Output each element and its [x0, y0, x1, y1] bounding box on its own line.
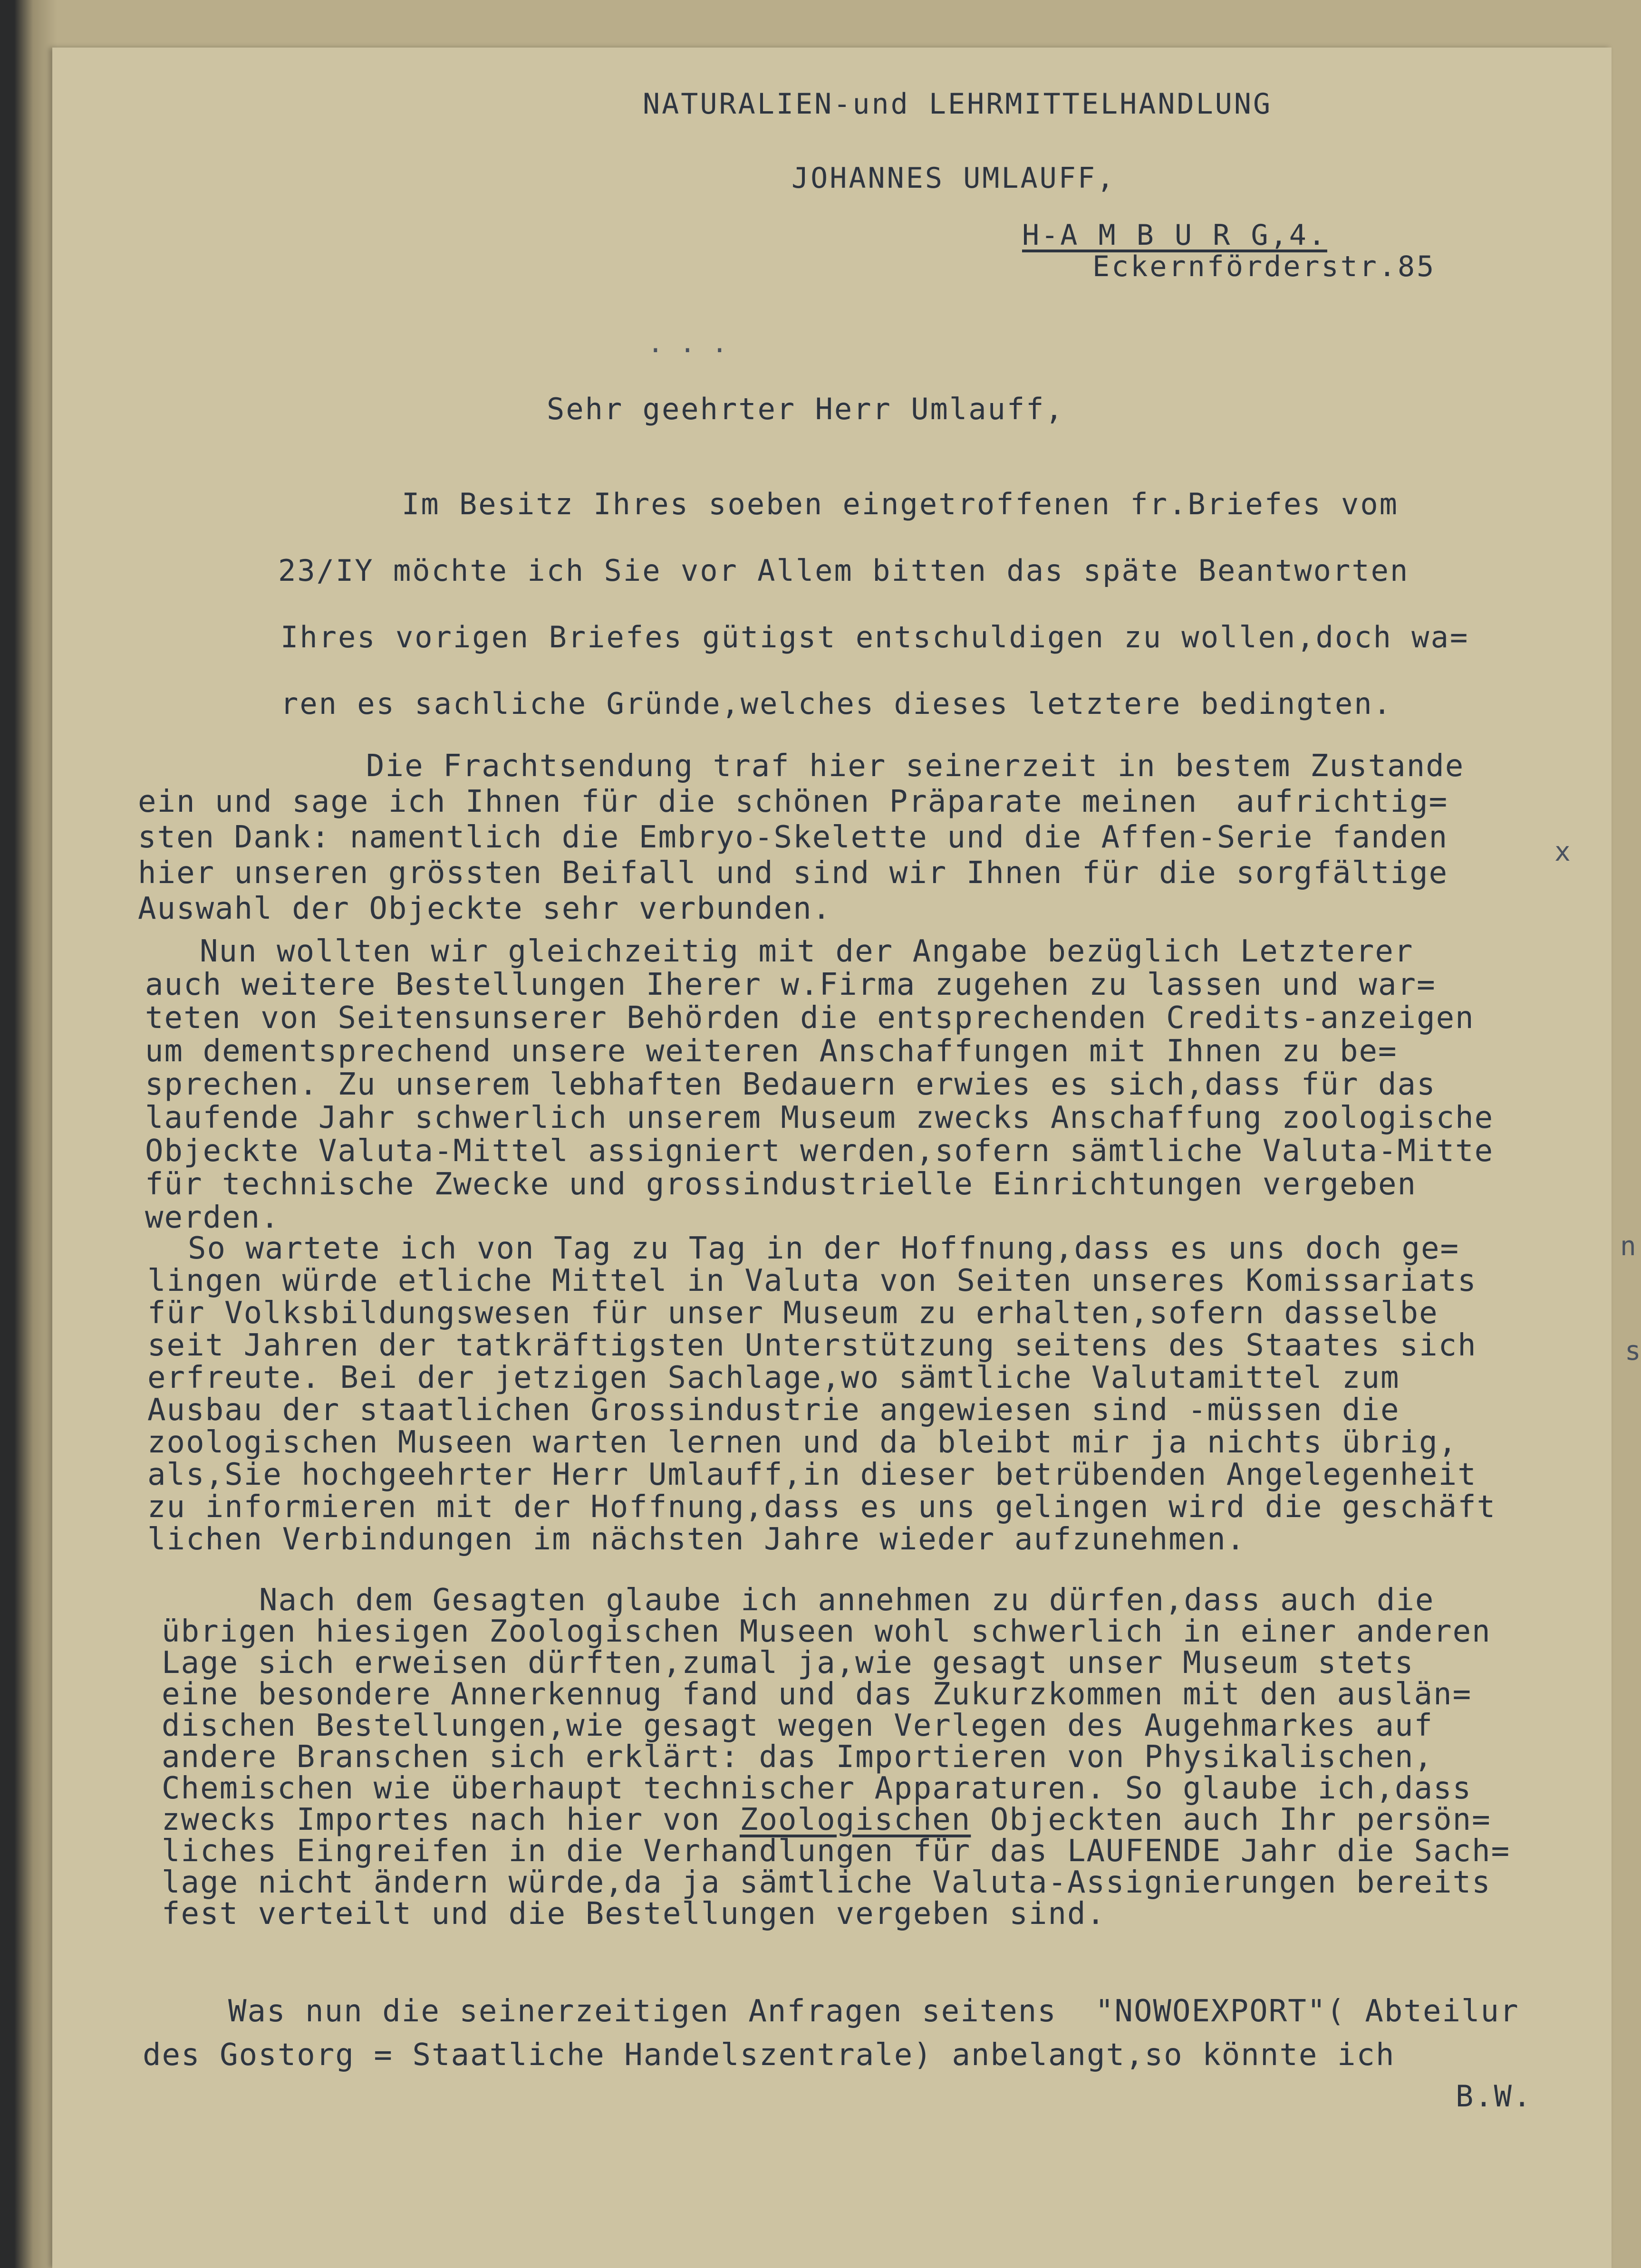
intro-line-2: 23/IY möchte ich Sie vor Allem bitten das späte Beantworten [278, 553, 1409, 588]
other-museums-line-7: Chemischen wie überhaupt technischer Apparaturen. So glaube ich,dass [162, 1771, 1472, 1806]
letterhead-street: Eckernförderstr.85 [1092, 250, 1436, 283]
binding-edge [0, 0, 57, 2268]
letterhead-city: H-A M B U R G,4. [1022, 219, 1327, 252]
orders-line-7: Objeckte Valuta-Mittel assigniert werden,sofern sämtliche Valuta-Mitte [145, 1134, 1494, 1169]
freight-line-1: Die Frachtsendung traf hier seinerzeit in bestem Zustande [366, 749, 1465, 784]
dots: . . . [647, 328, 728, 359]
waiting-line-7: zoologischen Museen warten lernen und da bleibt mir ja nichts übrig, [147, 1425, 1458, 1460]
orders-line-9: werden. [145, 1200, 280, 1235]
freight-line-5: Auswahl der Objeckte sehr verbunden. [138, 891, 832, 926]
nowoexport-line-2: des Gostorg = Staatliche Handelszentrale) anbelangt,so könnte ich [143, 2037, 1395, 2073]
orders-line-4: um dementsprechend unsere weiteren Anschaffungen mit Ihnen zu be= [145, 1034, 1398, 1069]
orders-line-5: sprechen. Zu unserem lebhaften Bedauern erwies es sich,dass für das [145, 1067, 1436, 1102]
bitte-wenden: B.W. [1456, 2079, 1533, 2114]
other-museums-line-11: fest verteilt und die Bestellungen vergeben sind. [162, 1896, 1106, 1932]
orders-line-2: auch weitere Bestellungen Iherer w.Firma zugehen zu lassen und war= [145, 967, 1436, 1002]
waiting-line-5: erfreute. Bei der jetzigen Sachlage,wo sämtliche Valutamittel zum [147, 1360, 1400, 1395]
letterhead-line2: JOHANNES UMLAUFF, [792, 162, 1116, 195]
orders-line-8: für technische Zwecke und grossindustrielle Einrichtungen vergeben [145, 1167, 1417, 1202]
orders-line-1: Nun wollten wir gleichzeitig mit der Angabe bezüglich Letzterer [200, 934, 1414, 969]
waiting-line-6: Ausbau der staatlichen Grossindustrie angewiesen sind -müssen die [147, 1393, 1400, 1428]
intro-line-1: Im Besitz Ihres soeben eingetroffenen fr.Briefes vom [402, 487, 1399, 521]
intro-line-4: ren es sachliche Gründe,welches dieses letztere bedingten. [280, 686, 1392, 721]
freight-line-3: sten Dank: namentlich die Embryo-Skelette und die Affen-Serie fanden [138, 820, 1448, 855]
other-museums-line-10: lage nicht ändern würde,da ja sämtliche Valuta-Assignierungen bereits [162, 1865, 1491, 1900]
freight-line-2: ein und sage ich Ihnen für die schönen Präparate meinen aufrichtig= [138, 784, 1448, 819]
freight-line-4: hier unseren grössten Beifall und sind wir Ihnen für die sorgfältige [138, 855, 1448, 891]
other-museums-line-4: eine besondere Annerkennug fand und das Zukurzkommen mit den auslän= [162, 1677, 1472, 1712]
underlined-zoologischen: Zoologischen [739, 1802, 971, 1837]
margin-mark-s: s [1625, 1336, 1641, 1366]
letterhead-line1: NATURALIEN-und LEHRMITTELHANDLUNG [643, 87, 1273, 121]
other-museums-line-1: Nach dem Gesagten glaube ich annehmen zu dürfen,dass auch die [259, 1583, 1435, 1618]
waiting-line-2: lingen würde etliche Mittel in Valuta von Seiten unseres Komissariats [147, 1263, 1477, 1298]
nowoexport-line-1: Was nun die seinerzeitigen Anfragen seitens "NOWOEXPORT"( Abteilur [228, 1994, 1519, 2029]
line8-before: zwecks Importes nach hier von [162, 1802, 740, 1837]
waiting-line-4: seit Jahren der tatkräftigsten Unterstützung seitens des Staates sich [147, 1328, 1477, 1363]
intro-line-3: Ihres vorigen Briefes gütigst entschuldigen zu wollen,doch wa= [280, 620, 1469, 654]
waiting-line-8: als,Sie hochgeehrter Herr Umlauff,in dieser betrübenden Angelegenheit [147, 1457, 1477, 1492]
other-museums-line-3: Lage sich erweisen dürften,zumal ja,wie gesagt unser Museum stets [162, 1645, 1414, 1681]
orders-line-3: teten von Seitensunserer Behörden die entsprechenden Credits-anzeigen [145, 1000, 1475, 1036]
other-museums-line-9: liches Eingreifen in die Verhandlungen für das LAUFENDE Jahr die Sach= [162, 1834, 1511, 1869]
margin-mark-star: x [1554, 836, 1571, 867]
other-museums-line-6: andere Branschen sich erklärt: das Importieren von Physikalischen, [162, 1739, 1434, 1775]
salutation: Sehr geehrter Herr Umlauff, [547, 392, 1064, 426]
waiting-line-1: So wartete ich von Tag zu Tag in der Hoffnung,dass es uns doch ge= [188, 1231, 1460, 1266]
waiting-line-10: lichen Verbindungen im nächsten Jahre wieder aufzunehmen. [147, 1522, 1246, 1557]
orders-line-6: laufende Jahr schwerlich unserem Museum zwecks Anschaffung zoologische [145, 1100, 1494, 1135]
waiting-line-9: zu informieren mit der Hoffnung,dass es uns gelingen wird die geschäft [147, 1490, 1496, 1525]
other-museums-line-2: übrigen hiesigen Zoologischen Museen wohl schwerlich in einer anderen [162, 1614, 1491, 1649]
line8-after: Objeckten auch Ihr persön= [971, 1802, 1491, 1837]
other-museums-line-8 [162, 1802, 1491, 1837]
margin-mark-n: n [1620, 1231, 1636, 1262]
other-museums-line-5: dischen Bestellungen,wie gesagt wegen Verlegen des Augehmarkes auf [162, 1708, 1434, 1743]
waiting-line-3: für Volksbildungswesen für unser Museum zu erhalten,sofern dasselbe [147, 1296, 1438, 1331]
